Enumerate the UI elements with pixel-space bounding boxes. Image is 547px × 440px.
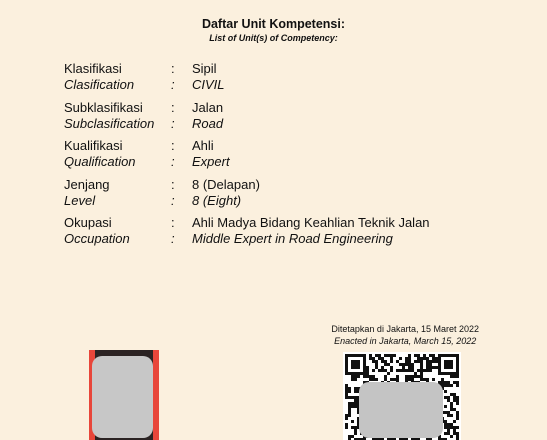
field-separator: : — [171, 61, 175, 76]
field-level — [64, 177, 524, 216]
field-value-en: Road — [192, 115, 224, 131]
field-label: Okupasi — [64, 215, 112, 230]
field-value-en: Expert — [192, 154, 230, 169]
field-separator: : — [171, 231, 175, 246]
field-label: Jenjang — [64, 176, 110, 192]
competency-fields — [64, 61, 524, 254]
enactment-statement — [331, 323, 479, 347]
field-label-en: Qualification — [64, 154, 136, 169]
field-label: Klasifikasi — [64, 61, 122, 76]
qr-redaction — [359, 382, 443, 438]
field-label-en: Clasification — [64, 77, 135, 92]
document-title: Daftar Unit Kompetensi: — [201, 17, 346, 31]
field-separator: : — [171, 154, 175, 169]
field-value: Ahli Madya Bidang Keahlian Teknik Jalan — [192, 215, 430, 230]
field-separator: : — [171, 99, 175, 115]
field-label: Subklasifikasi — [64, 99, 143, 115]
document-subtitle: List of Unit(s) of Competency: — [209, 33, 338, 43]
field-subclassification — [64, 100, 524, 139]
field-classification — [64, 61, 524, 100]
field-occupation — [64, 215, 524, 254]
enactment-id: Ditetapkan di Jakarta, 15 Maret 2022 — [331, 324, 479, 334]
field-value: Jalan — [192, 99, 224, 115]
enactment-en: Enacted in Jakarta, March 15, 2022 — [334, 336, 477, 346]
field-value-en: 8 (Eight) — [192, 192, 242, 208]
field-separator: : — [171, 77, 175, 92]
document-header — [0, 17, 547, 43]
field-value: 8 (Delapan) — [192, 176, 260, 192]
field-value: Sipil — [192, 61, 217, 76]
field-separator: : — [171, 215, 175, 230]
field-value: Ahli — [192, 138, 214, 153]
field-value-en: Middle Expert in Road Engineering — [192, 231, 393, 246]
field-separator: : — [171, 115, 175, 131]
field-label-en: Level — [64, 192, 96, 208]
field-qualification — [64, 138, 524, 177]
photo-redaction — [92, 356, 153, 438]
field-separator: : — [171, 192, 175, 208]
field-label: Kualifikasi — [64, 138, 123, 153]
qr-code — [343, 352, 461, 440]
field-separator: : — [171, 176, 175, 192]
field-separator: : — [171, 138, 175, 153]
field-label-en: Occupation — [64, 231, 130, 246]
field-value-en: CIVIL — [192, 77, 225, 92]
field-label-en: Subclasification — [64, 115, 155, 131]
holder-photo — [89, 350, 159, 440]
